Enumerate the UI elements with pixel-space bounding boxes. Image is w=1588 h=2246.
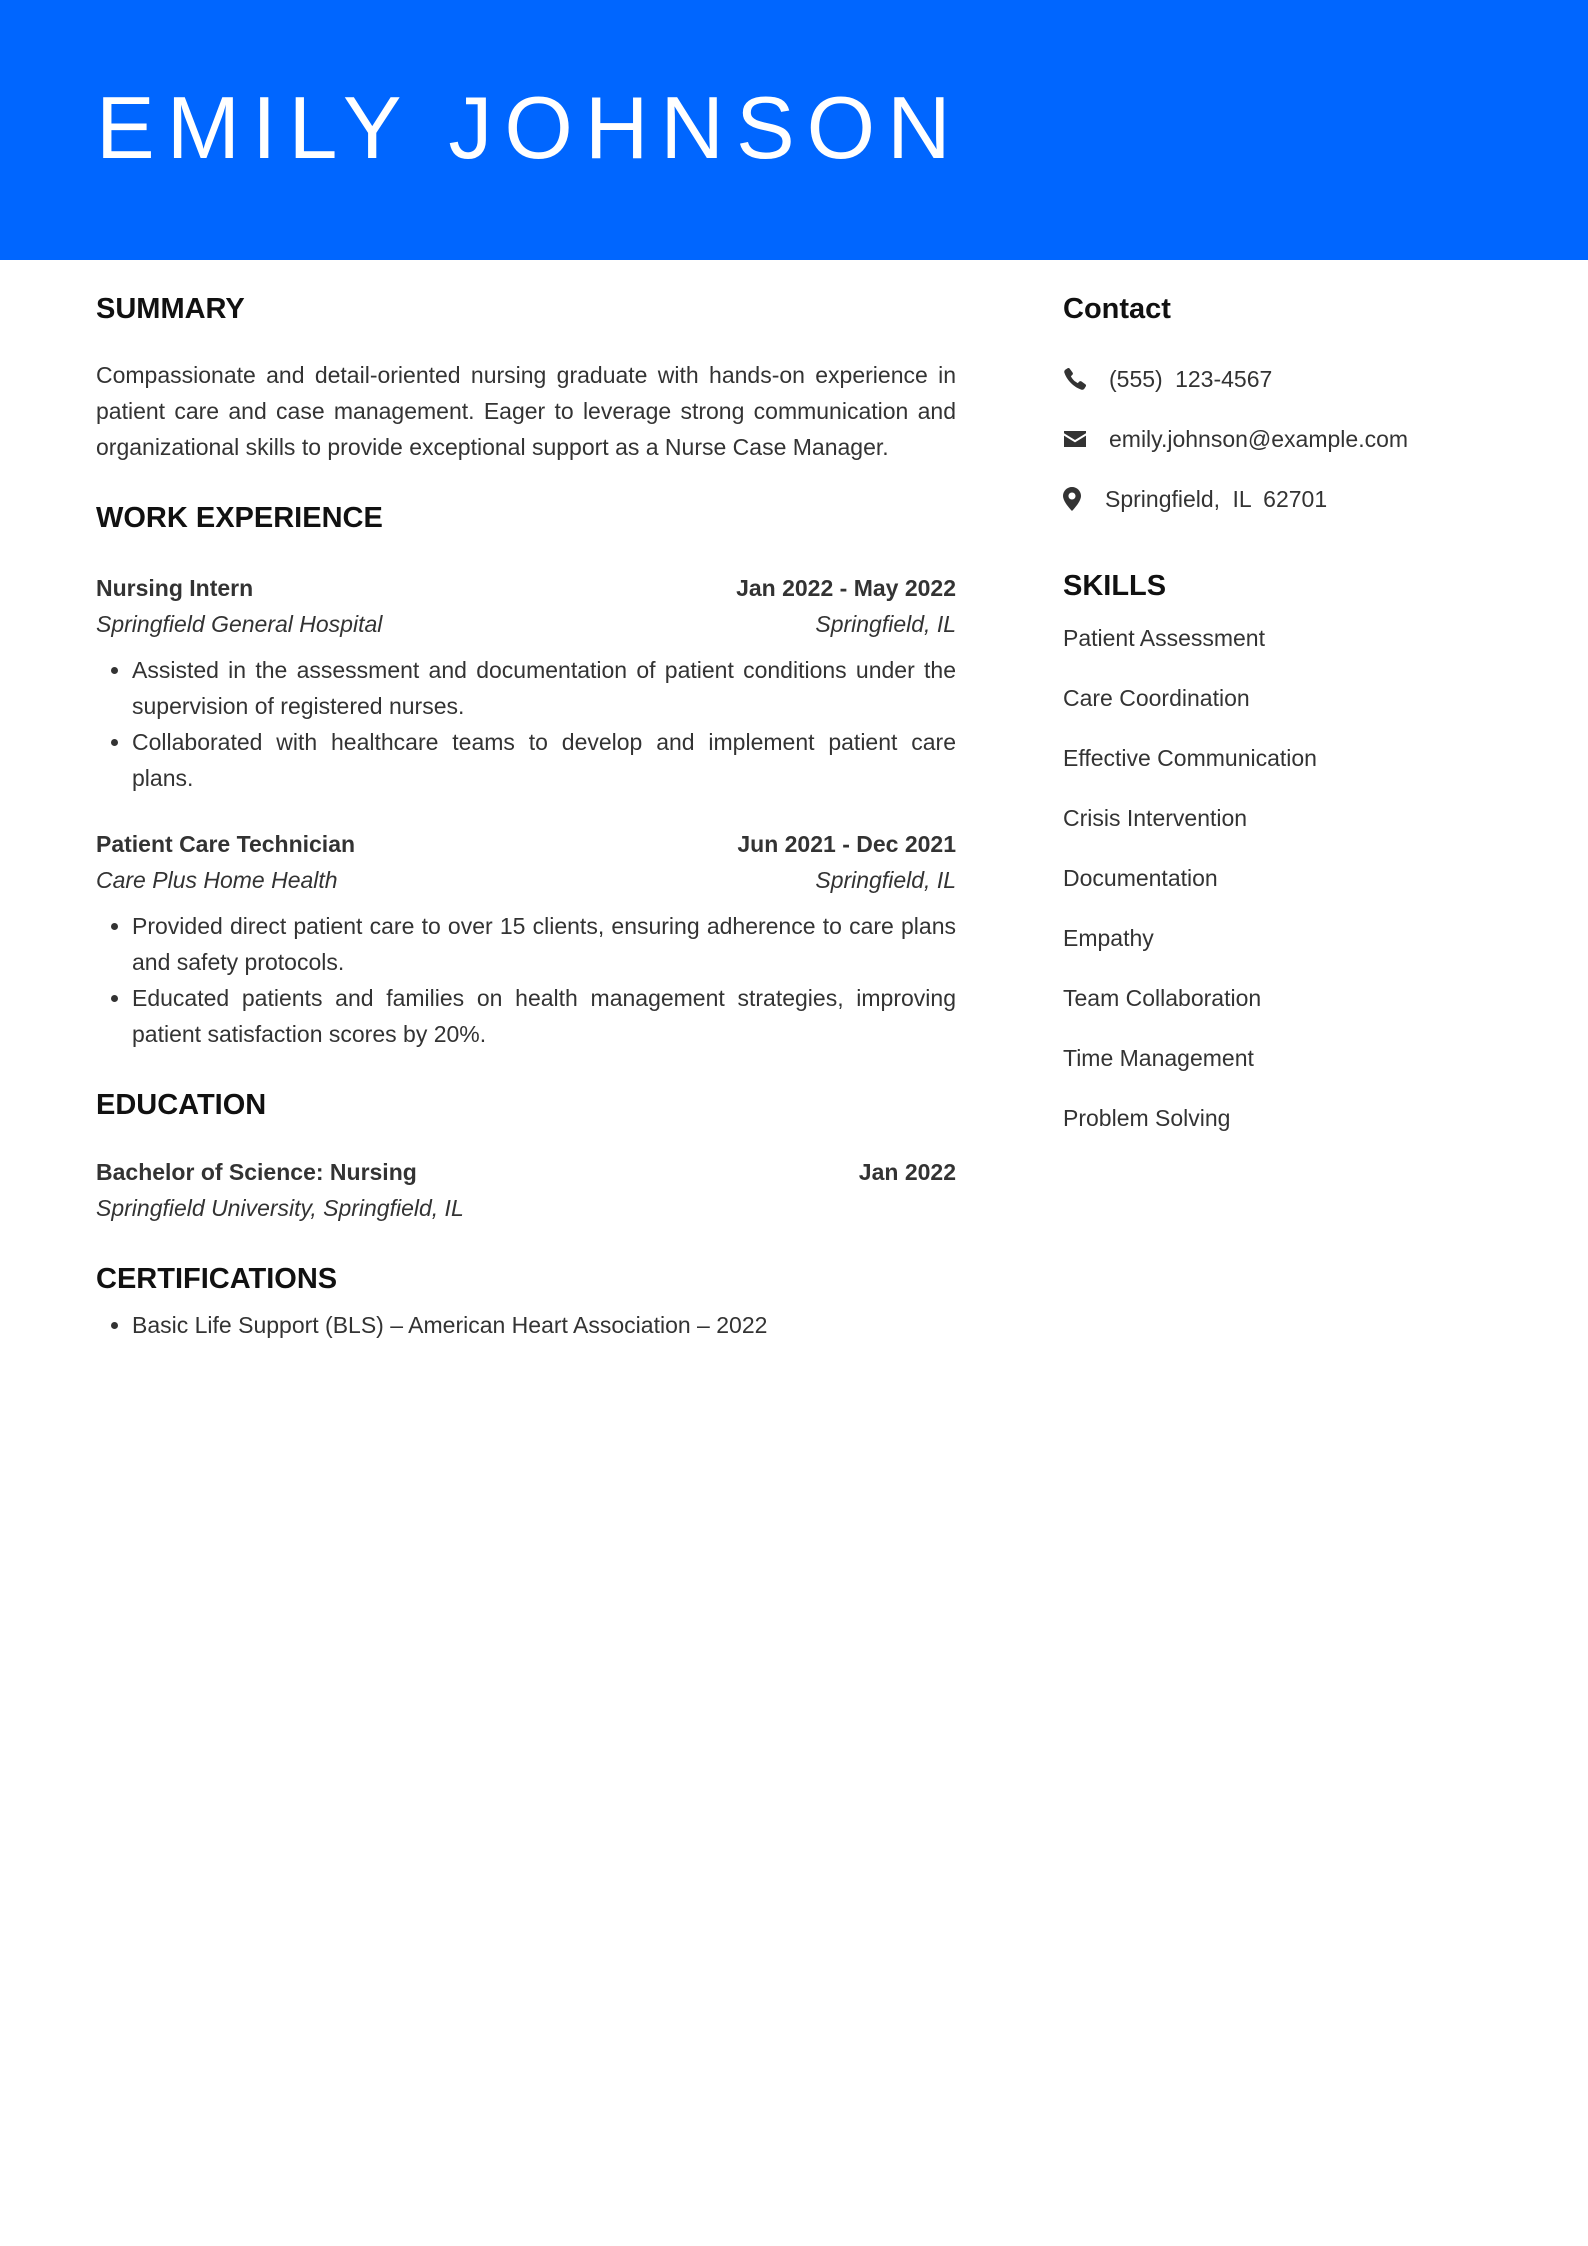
certifications-list [96,1307,956,1343]
certifications-title: CERTIFICATIONS [96,1263,338,1296]
job-role: Patient Care Technician [96,830,356,857]
contact-email [1063,421,1523,457]
main-column [96,292,956,1343]
job-role: Nursing Intern [96,574,254,601]
job-bullet: • Educated patients and families on health management strategies, improving patient satisfaction scores by 20%. [132,980,956,1052]
job-entry [96,826,956,1052]
job-bullet: • Collaborated with healthcare teams to develop and implement patient care plans. [132,724,956,796]
job-bullets [96,908,956,1052]
job-location: Springfield, IL [815,866,956,893]
skill-item: Crisis Intervention [1063,804,1248,831]
job-bullet: • Provided direct patient care to over 15 clients, ensuring adherence to care plans and safety protocols. [132,908,956,980]
summary-text: Compassionate and detail-oriented nursing graduate with hands-on experience in patient care and case management. Eager to leverage strong communication and organizational skills to provide exceptional support as a Nurse Case Manager. [96,361,956,460]
sidebar-column [1063,292,1523,1160]
job-dates: Jan 2022 - May 2022 [736,574,956,601]
skills-list [1063,620,1523,1136]
phone-icon [1063,367,1087,391]
map-marker-icon [1063,487,1081,511]
skill-item: Care Coordination [1063,684,1250,711]
skill-item: Documentation [1063,864,1218,891]
contact-phone [1063,361,1523,397]
skill-item: Effective Communication [1063,744,1317,771]
contact-phone-text: (555) 123-4567 [1109,365,1273,392]
header-banner [0,0,1588,260]
contact-location-text: Springfield, IL 62701 [1105,485,1328,512]
skills-title: SKILLS [1063,569,1167,602]
skill-item: Empathy [1063,924,1154,951]
job-dates: Jun 2021 - Dec 2021 [737,830,956,857]
work-experience-title: WORK EXPERIENCE [96,501,383,534]
education-school: Springfield University, Springfield, IL [96,1195,464,1222]
skill-item: Problem Solving [1063,1104,1231,1131]
job-company: Springfield General Hospital [96,610,383,637]
contact-list [1063,361,1523,517]
job-entry [96,570,956,796]
certification-item: • Basic Life Support (BLS) – American Heart Association – 2022 [132,1307,956,1343]
job-bullet: • Assisted in the assessment and documentation of patient conditions under the supervision of registered nurses. [132,652,956,724]
skill-item: Patient Assessment [1063,624,1265,651]
skill-item: Team Collaboration [1063,984,1262,1011]
job-location: Springfield, IL [815,610,956,637]
contact-email-text: emily.johnson@example.com [1109,425,1409,452]
education-date: Jan 2022 [858,1159,956,1186]
skill-item: Time Management [1063,1044,1254,1071]
envelope-icon [1063,427,1087,451]
summary-title: SUMMARY [96,293,245,325]
education-title: EDUCATION [96,1088,267,1121]
education-degree: Bachelor of Science: Nursing [96,1159,417,1186]
education-entry [96,1154,956,1226]
contact-location [1063,481,1523,517]
job-company: Care Plus Home Health [96,866,338,893]
contact-title: Contact [1063,293,1171,325]
job-bullets [96,652,956,796]
candidate-name: EMILY JOHNSON [96,78,963,177]
